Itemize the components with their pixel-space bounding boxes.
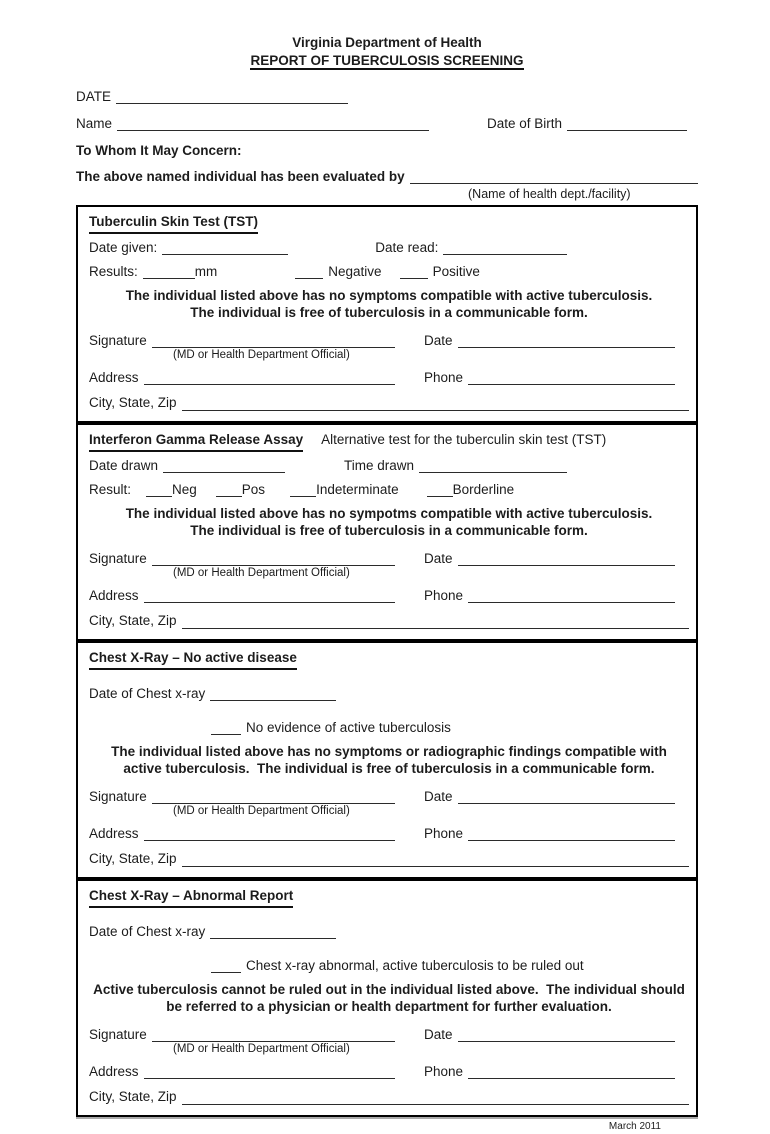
dob-label: Date of Birth [487, 116, 563, 131]
name-row [76, 114, 698, 134]
igra-pos-label: Pos [241, 482, 266, 497]
tst-address-field[interactable] [144, 380, 395, 385]
revision-date: March 2011 [608, 1121, 661, 1132]
form-title [76, 52, 698, 70]
cxr-normal-signature-field[interactable] [152, 799, 395, 804]
tst-date-read-label: Date read: [375, 240, 439, 255]
address-label: Address [89, 1064, 139, 1079]
signature-caption: (MD or Health Department Official) [173, 805, 350, 817]
evaluated-by-label: The above named individual has been evaluated by [76, 169, 405, 184]
cxr-normal-title-row [89, 648, 689, 670]
igra-pos-checkbox[interactable] [216, 492, 242, 497]
tst-negative-checkbox[interactable] [295, 274, 323, 279]
name-label: Name [76, 116, 113, 131]
tst-results-row [89, 261, 689, 282]
city-state-zip-label: City, State, Zip [89, 395, 177, 410]
address-label: Address [89, 588, 139, 603]
igra-city-field[interactable] [182, 624, 689, 629]
igra-title: Interferon Gamma Release Assay [89, 430, 303, 452]
cxr-normal-signature-block [89, 786, 689, 869]
cxr-normal-finding-row [89, 717, 689, 738]
tst-results-unit: mm [194, 264, 218, 279]
cxr-abnormal-finding-row [89, 955, 689, 976]
tst-signature-field[interactable] [152, 343, 395, 348]
sig-date-label: Date [424, 1027, 453, 1042]
phone-label: Phone [424, 826, 464, 841]
tst-results-mm-field[interactable] [143, 274, 195, 279]
tst-sig-date-field[interactable] [458, 343, 675, 348]
name-field[interactable] [117, 126, 429, 131]
cxr-normal-phone-field[interactable] [468, 836, 675, 841]
date-row [76, 87, 698, 107]
section-igra [78, 421, 696, 639]
igra-result-row [89, 479, 689, 500]
tst-results-label: Results: [89, 264, 138, 279]
tst-city-field[interactable] [182, 406, 689, 411]
section-cxr-normal [78, 639, 696, 877]
city-state-zip-label: City, State, Zip [89, 1089, 177, 1104]
igra-result-label: Result: [89, 482, 132, 497]
tst-positive-checkbox[interactable] [400, 274, 428, 279]
cxr-abnormal-city-field[interactable] [182, 1100, 689, 1105]
cxr-normal-date-label: Date of Chest x-ray [89, 686, 206, 701]
org-title: Virginia Department of Health [292, 35, 482, 50]
cxr-normal-title: Chest X-Ray – No active disease [89, 648, 297, 670]
cxr-abnormal-phone-field[interactable] [468, 1074, 675, 1079]
igra-indeterminate-label: Indeterminate [316, 482, 399, 497]
signature-caption: (MD or Health Department Official) [173, 1043, 350, 1055]
cxr-abnormal-signature-field[interactable] [152, 1037, 395, 1042]
cxr-abnormal-date-field[interactable] [210, 934, 336, 939]
screening-form-box [76, 205, 698, 1117]
igra-neg-label: Neg [172, 482, 197, 497]
form-title-text: REPORT OF TUBERCULOSIS SCREENING [250, 53, 524, 68]
cxr-abnormal-date-label: Date of Chest x-ray [89, 924, 206, 939]
signature-label: Signature [89, 551, 147, 566]
phone-label: Phone [424, 588, 464, 603]
igra-borderline-label: Borderline [452, 482, 515, 497]
tst-date-given-field[interactable] [162, 250, 288, 255]
igra-title-row [89, 430, 689, 452]
igra-time-drawn-label: Time drawn [344, 458, 415, 473]
tst-dates-row [89, 237, 689, 258]
facility-caption: (Name of health dept./facility) [468, 187, 631, 201]
salutation [76, 141, 698, 161]
cxr-abnormal-checkbox[interactable] [211, 968, 241, 973]
date-field[interactable] [116, 99, 348, 104]
evaluated-by-row [76, 167, 698, 187]
cxr-abnormal-date-row [89, 921, 689, 942]
cxr-normal-address-field[interactable] [144, 836, 395, 841]
cxr-normal-statement: The individual listed above has no symptoms or radiographic findings compatible with active tuberculosis. The individual is free of tuberculosis in a communicable form. [111, 744, 671, 776]
igra-dates-row [89, 455, 689, 476]
cxr-normal-finding-label: No evidence of active tuberculosis [246, 720, 451, 735]
igra-statement: The individual listed above has no sympotms compatible with active tuberculosis. The individual is free of tuberculosis in a communicable form. [125, 506, 660, 538]
signature-label: Signature [89, 789, 147, 804]
cxr-abnormal-statement: Active tuberculosis cannot be ruled out in the individual listed above. The individual should be referred to a physician or health department for further evaluation. [93, 982, 689, 1014]
address-label: Address [89, 826, 139, 841]
section-tst [78, 207, 696, 421]
tst-title: Tuberculin Skin Test (TST) [89, 212, 258, 234]
cxr-normal-sig-date-field[interactable] [458, 799, 675, 804]
tst-date-given-label: Date given: [89, 240, 158, 255]
sig-date-label: Date [424, 333, 453, 348]
igra-time-drawn-field[interactable] [419, 468, 567, 473]
cxr-abnormal-signature-block [89, 1024, 689, 1107]
tst-phone-field[interactable] [468, 380, 675, 385]
section-cxr-abnormal [78, 877, 696, 1115]
city-state-zip-label: City, State, Zip [89, 851, 177, 866]
igra-phone-field[interactable] [468, 598, 675, 603]
igra-sig-date-field[interactable] [458, 561, 675, 566]
cxr-normal-date-row [89, 683, 689, 704]
signature-caption: (MD or Health Department Official) [173, 349, 350, 361]
address-label: Address [89, 370, 139, 385]
signature-label: Signature [89, 1027, 147, 1042]
cxr-abnormal-title: Chest X-Ray – Abnormal Report [89, 886, 293, 908]
tst-title-row [89, 212, 689, 234]
date-label: DATE [76, 89, 112, 104]
signature-caption: (MD or Health Department Official) [173, 567, 350, 579]
phone-label: Phone [424, 370, 464, 385]
signature-label: Signature [89, 333, 147, 348]
dob-field[interactable] [567, 126, 687, 131]
cxr-abnormal-sig-date-field[interactable] [458, 1037, 675, 1042]
tst-date-read-field[interactable] [443, 250, 567, 255]
evaluated-by-field[interactable] [410, 179, 698, 184]
cxr-abnormal-title-row [89, 886, 689, 908]
igra-borderline-checkbox[interactable] [427, 492, 453, 497]
document-content [76, 34, 698, 1117]
igra-neg-checkbox[interactable] [146, 492, 172, 497]
tst-positive-label: Positive [432, 264, 480, 279]
igra-signature-block [89, 548, 689, 631]
phone-label: Phone [424, 1064, 464, 1079]
cxr-normal-checkbox[interactable] [211, 730, 241, 735]
tst-negative-label: Negative [328, 264, 382, 279]
tst-statement: The individual listed above has no symptoms compatible with active tuberculosis. The individual is free of tuberculosis in a communicable form. [125, 288, 660, 320]
igra-address-field[interactable] [144, 598, 395, 603]
tst-signature-block [89, 330, 689, 413]
salutation-text: To Whom It May Concern: [76, 143, 242, 158]
cxr-normal-city-field[interactable] [182, 862, 689, 867]
cxr-normal-date-field[interactable] [210, 696, 336, 701]
igra-signature-field[interactable] [152, 561, 395, 566]
cxr-abnormal-address-field[interactable] [144, 1074, 395, 1079]
city-state-zip-label: City, State, Zip [89, 613, 177, 628]
sig-date-label: Date [424, 551, 453, 566]
igra-subtitle: Alternative test for the tuberculin skin test (TST) [321, 432, 607, 447]
igra-date-drawn-label: Date drawn [89, 458, 159, 473]
igra-date-drawn-field[interactable] [163, 468, 285, 473]
sig-date-label: Date [424, 789, 453, 804]
igra-indeterminate-checkbox[interactable] [290, 492, 316, 497]
cxr-abnormal-finding-label: Chest x-ray abnormal, active tuberculosis to be ruled out [246, 958, 584, 973]
